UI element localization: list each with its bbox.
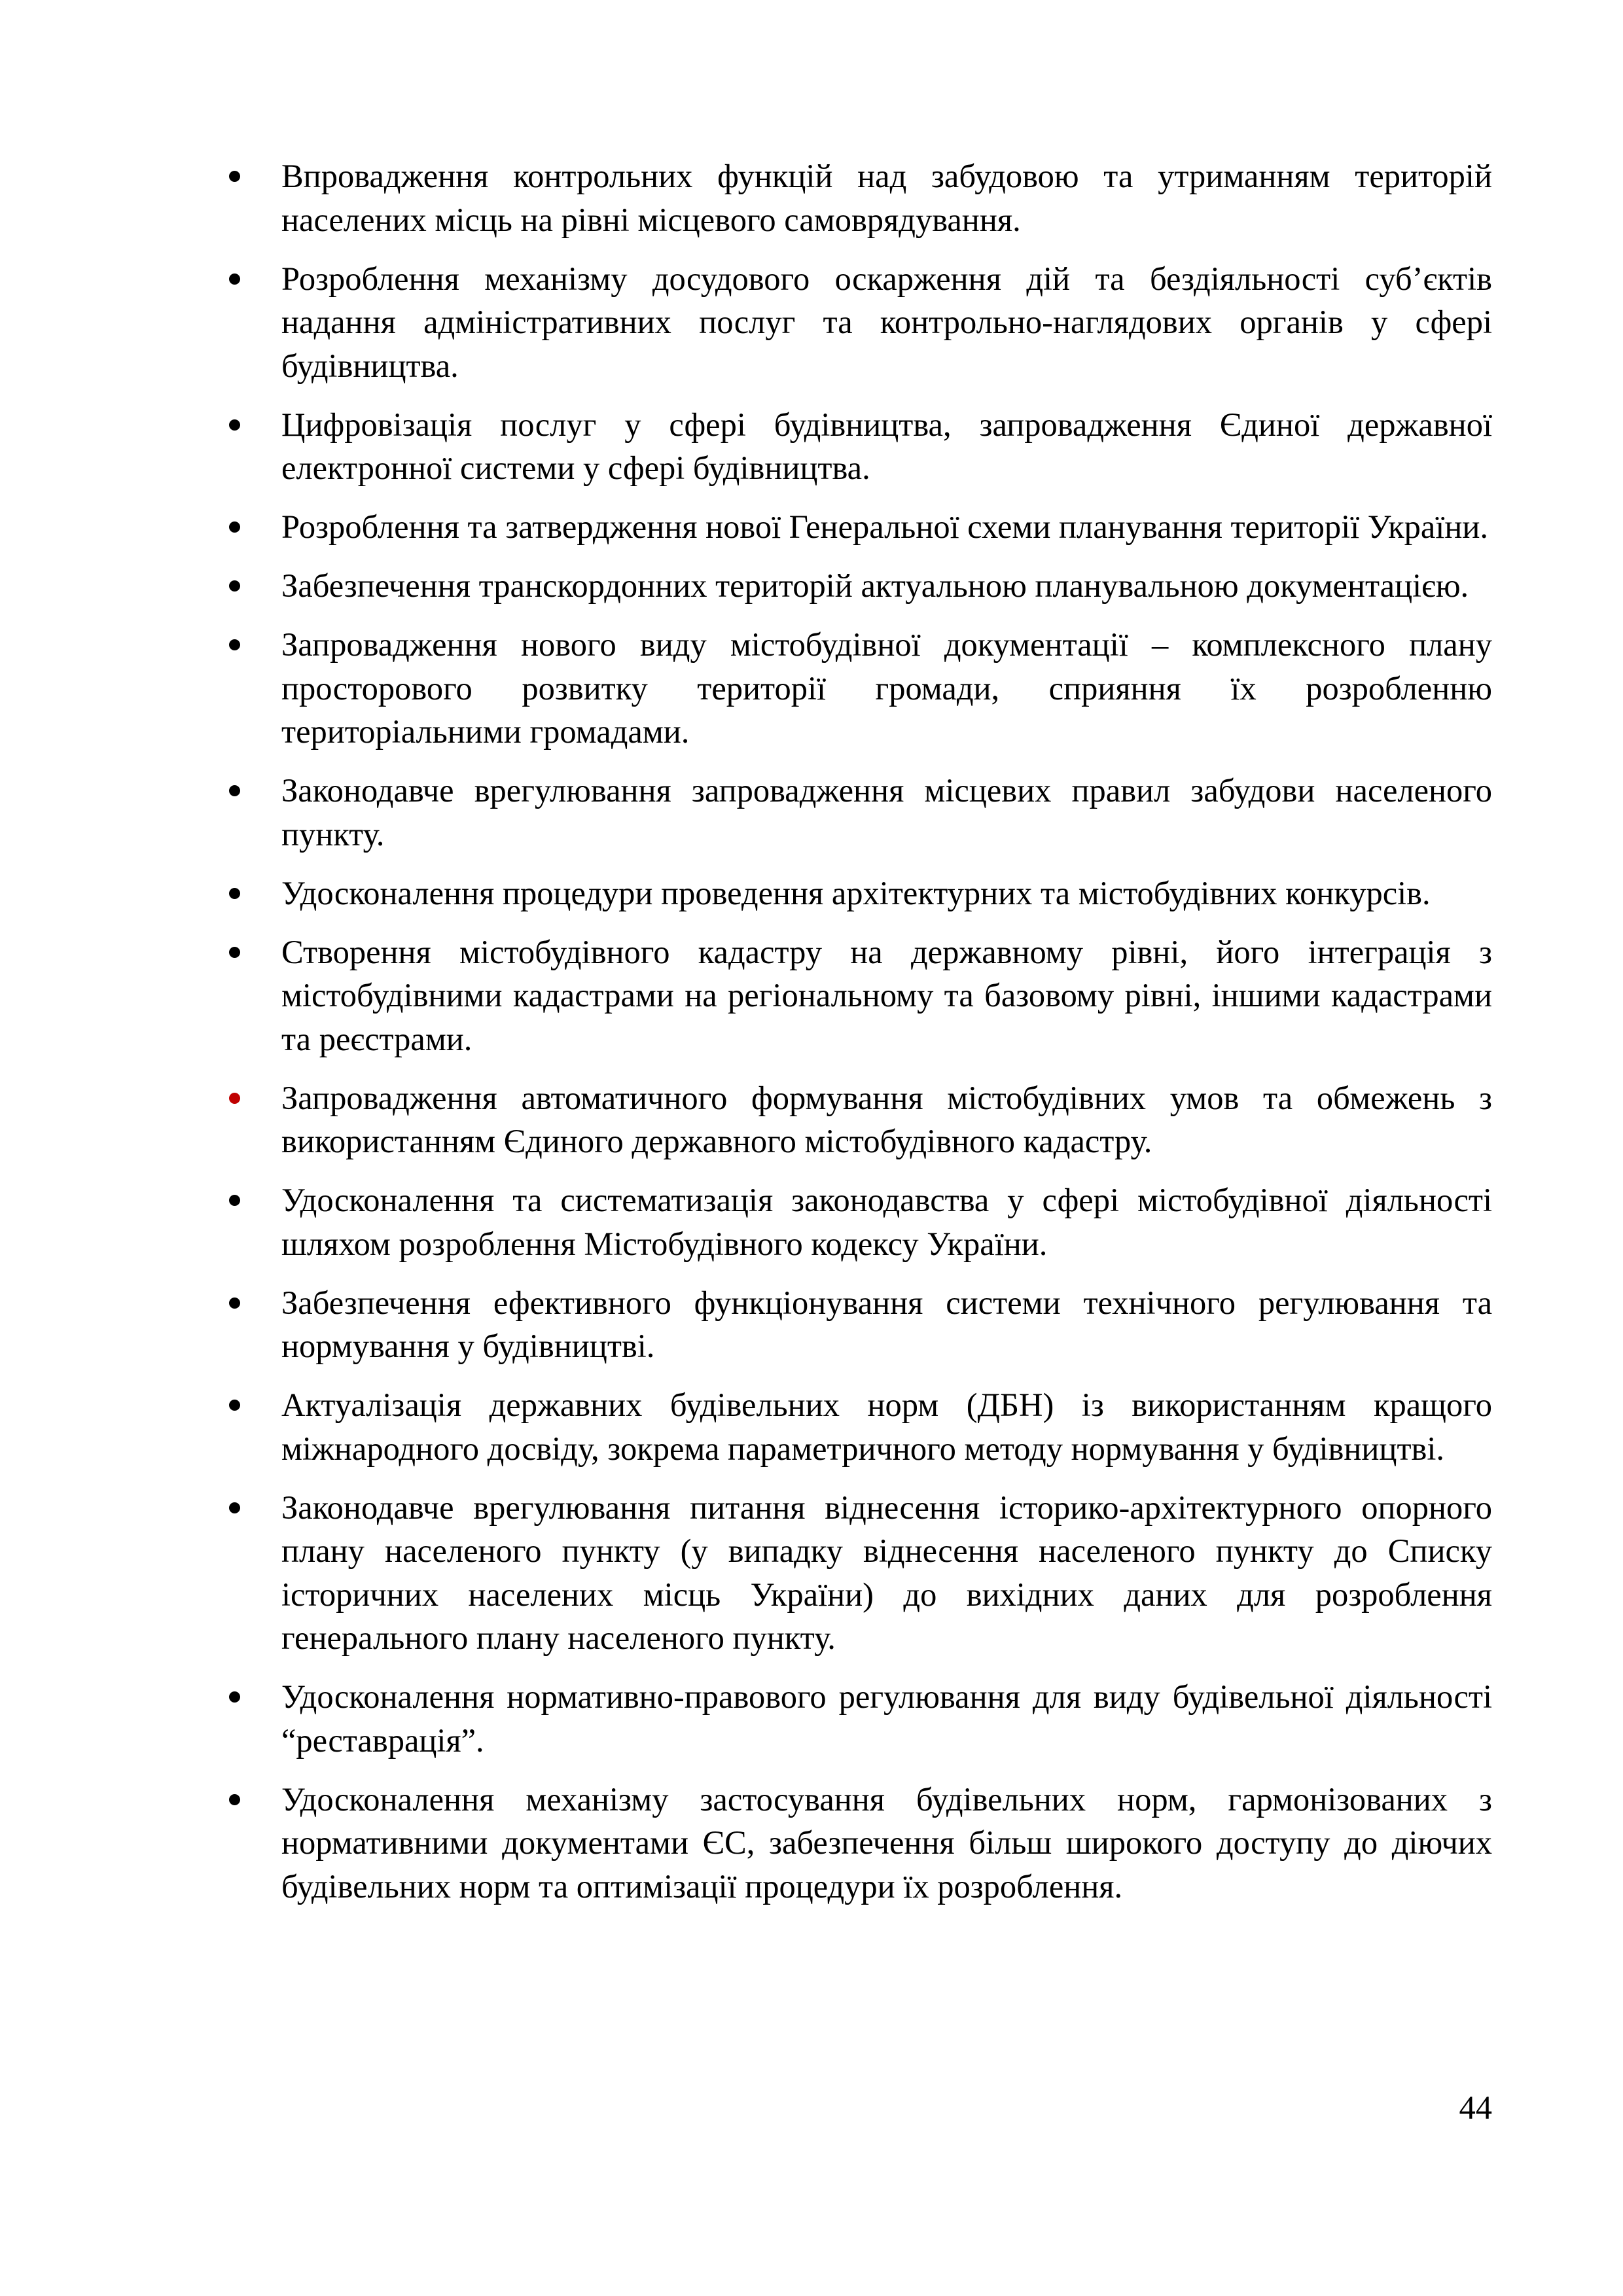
bullet-icon [229,1195,240,1206]
bullet-icon [229,785,240,796]
bullet-list [229,154,1492,1924]
bullet-icon [229,171,240,182]
list-item-text: Удосконалення механізму застосування будівельних норм, гармонізованих з нормативними документами ЄС, забезпечення більш широкого доступу до діючих будівельних норм та оптимізації процедури їх розроблення. [281,1780,1492,1905]
bullet-icon [229,580,240,592]
list-item-text: Актуалізація державних будівельних норм (ДБН) із використанням кращого міжнародного досвіду, зокрема параметричного методу нормування у будівництві. [281,1386,1492,1467]
list-item [229,257,1492,388]
list-item-text: Запровадження нового виду містобудівної документації – комплексного плану просторового розвитку території громади, сприяння їх розробленню територіальними громадами. [281,626,1492,750]
list-item [229,1675,1492,1762]
list-item [229,1486,1492,1660]
list-item-text: Розроблення та затвердження нової Генеральної схеми планування території України. [281,508,1489,545]
list-item-text: Забезпечення ефективного функціонування системи технічного регулювання та нормування у будівництві. [281,1284,1492,1364]
list-item-text: Цифровізація послуг у сфері будівництва, запровадження Єдиної державної електронної системи у сфері будівництва. [281,406,1492,486]
list-item-text: Розроблення механізму досудового оскарження дій та бездіяльності суб’єктів надання адміністративних послуг та контрольно-наглядових органів у сфері будівництва. [281,260,1492,384]
list-item [229,930,1492,1061]
list-item-text: Створення містобудівного кадастру на державному рівні, його інтеграція з містобудівними кадастрами на регіональному та базовому рівні, іншими кадастрами та реєстрами. [281,933,1492,1057]
list-item [229,564,1492,608]
bullet-icon [229,639,240,650]
list-item [229,154,1492,241]
list-item-text: Запровадження автоматичного формування містобудівних умов та обмежень з використанням Єдиного державного містобудівного кадастру. [281,1079,1492,1159]
list-item-text: Удосконалення процедури проведення архітектурних та містобудівних конкурсів. [281,874,1431,911]
list-item-text: Законодавче врегулювання питання віднесення історико-архітектурного опорного плану населеного пункту (у випадку віднесення населеного пункту до Списку історичних населених місць України) до вихідних даних для розроблення генерального плану населеного пункту. [281,1489,1492,1656]
bullet-icon [229,1502,240,1513]
list-item [229,1778,1492,1909]
bullet-icon [229,1093,240,1104]
bullet-icon [229,1400,240,1411]
bullet-icon [229,274,240,285]
bullet-icon [229,1691,240,1703]
bullet-icon [229,521,240,533]
list-item [229,1178,1492,1265]
list-item-text: Впровадження контрольних функцій над забудовою та утриманням територій населених місць на рівні місцевого самоврядування. [281,158,1492,238]
bullet-icon [229,1794,240,1805]
bullet-icon [229,888,240,899]
list-item-text: Забезпечення транскордонних територій актуальною планувальною документацією. [281,567,1469,604]
list-item [229,505,1492,549]
list-item [229,769,1492,856]
list-item [229,1383,1492,1470]
list-item-text: Удосконалення та систематизація законодавства у сфері містобудівної діяльності шляхом розроблення Містобудівного кодексу України. [281,1182,1492,1262]
list-item [229,1076,1492,1163]
list-item [229,1281,1492,1368]
list-item-text: Удосконалення нормативно-правового регулювання для виду будівельної діяльності “реставрація”. [281,1678,1492,1759]
bullet-icon [229,419,240,431]
list-item [229,403,1492,490]
list-item [229,872,1492,915]
bullet-icon [229,947,240,958]
list-item [229,623,1492,754]
bullet-icon [229,1298,240,1309]
page-number: 44 [1459,2089,1492,2126]
list-item-text: Законодавче врегулювання запровадження місцевих правил забудови населеного пункту. [281,772,1492,853]
